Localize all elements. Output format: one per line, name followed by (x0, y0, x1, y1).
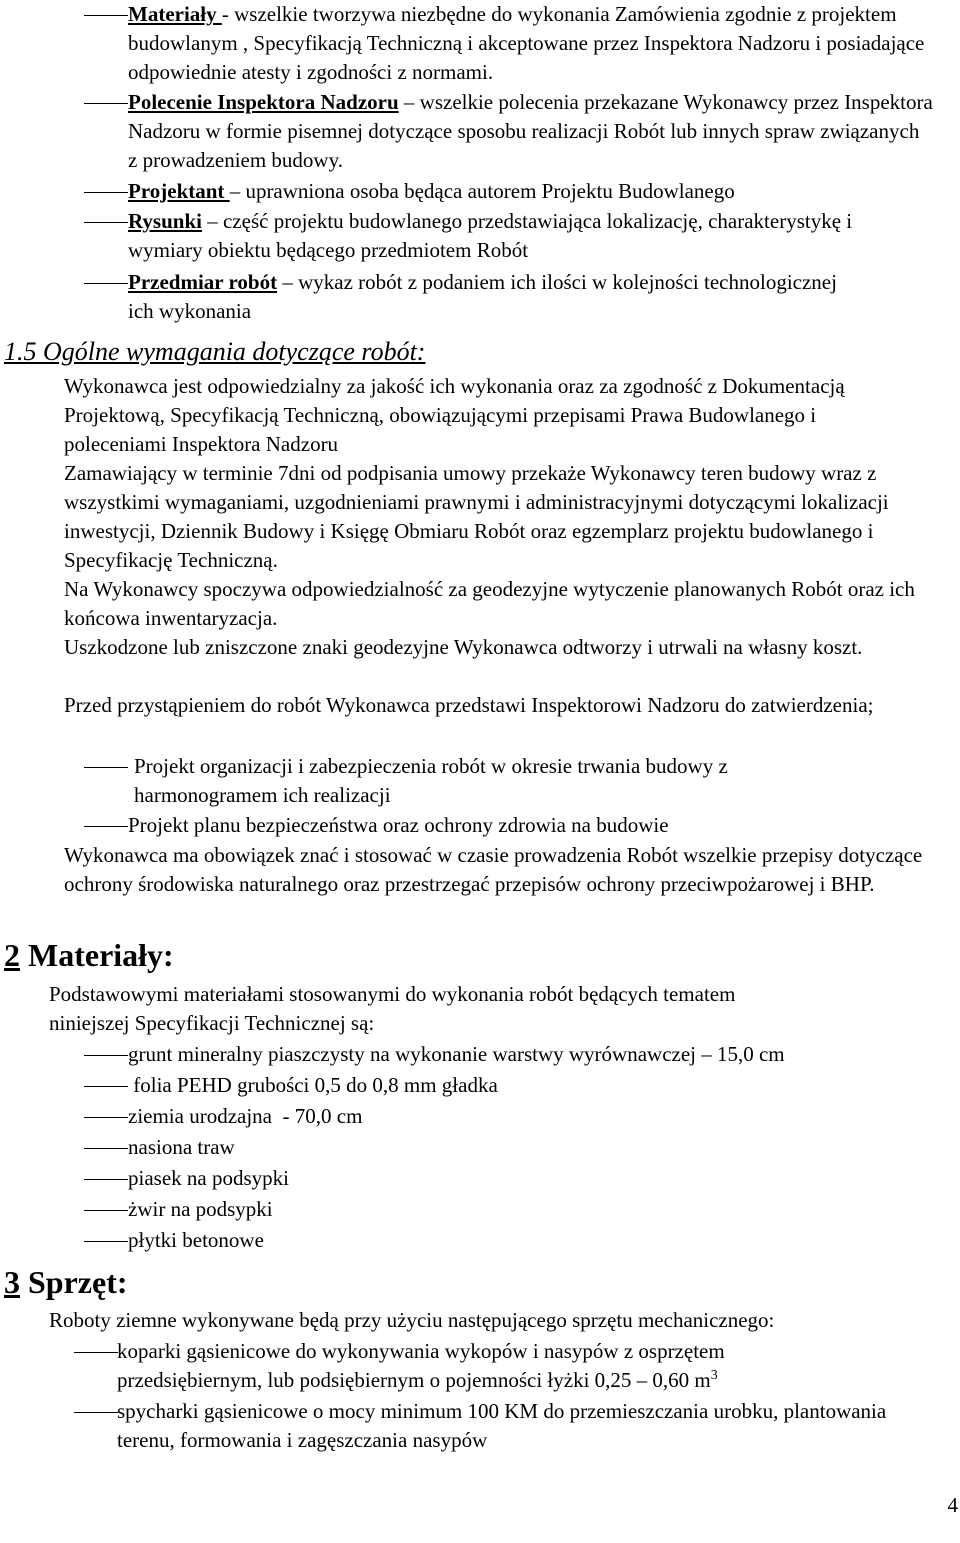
list-dash (84, 222, 128, 223)
section-heading-3 (4, 1263, 128, 1301)
paragraph: Wykonawca ma obowiązek znać i stosować w czasie prowadzenia Robót wszelkie przepisy dotyczące ochrony środowiska naturalnego oraz przestrzegać przepisów ochrony przeciwpożarowej i BHP. (64, 843, 923, 896)
list-dash (84, 15, 128, 16)
list-dash (84, 767, 128, 768)
list-item: piasek na podsypki (128, 1166, 289, 1190)
list-dash (84, 826, 128, 827)
list-dash (84, 1210, 128, 1211)
list-dash (84, 1117, 128, 1118)
paragraph: Przed przystąpieniem do robót Wykonawca przedstawi Inspektorowi Nadzoru do zatwierdzenia; (64, 693, 874, 717)
list-item (117, 1337, 857, 1395)
section-number: 1.5 (4, 337, 37, 366)
list-dash (84, 1148, 128, 1149)
section-title: Sprzęt: (20, 1264, 128, 1300)
list-dash (74, 1412, 118, 1413)
list-dash (84, 1086, 128, 1087)
page-number: 4 (947, 1493, 958, 1517)
list-dash (84, 1179, 128, 1180)
definition-term: Projektant (128, 179, 230, 203)
list-dash (84, 1055, 128, 1056)
paragraph: Zamawiający w terminie 7dni od podpisania umowy przekaże Wykonawcy teren budowy wraz z wszystkimi wymaganiami, uzgodnieniami prawnymi i administracyjnymi dotyczącymi lokalizacji inwestycji, Dziennik Budowy i Księgę Obmiaru Robót oraz egzemplarz projektu budowlanego i Specyfikację Techniczną. (64, 461, 889, 572)
definition-term: Polecenie Inspektora Nadzoru (128, 90, 399, 114)
paragraph: Roboty ziemne wykonywane będą przy użyciu następującego sprzętu mechanicznego: (49, 1308, 775, 1332)
paragraph: Uszkodzone lub zniszczone znaki geodezyjne Wykonawca odtworzy i utrwali na własny koszt. (64, 635, 863, 659)
superscript: 3 (710, 1368, 718, 1383)
definition-przedmiar (128, 268, 858, 326)
section-title: Materiały: (20, 937, 174, 973)
list-item: grunt mineralny piaszczysty na wykonanie warstwy wyrównawczej – 15,0 cm (128, 1042, 785, 1066)
section-number: 2 (4, 937, 20, 973)
definition-term: Przedmiar robót (128, 270, 278, 294)
section-number: 3 (4, 1264, 20, 1300)
definition-text: – część projektu budowlanego przedstawiająca lokalizację, charakterystykę i wymiary obiektu będącego przedmiotem Robót (128, 209, 853, 262)
list-dash (84, 192, 128, 193)
list-item: żwir na podsypki (128, 1197, 273, 1221)
section-heading-2 (4, 936, 174, 974)
section-heading-1-5 (4, 336, 425, 368)
list-item: ziemia urodzajna - 70,0 cm (128, 1104, 363, 1128)
section-title: Ogólne wymagania dotyczące robót: (36, 337, 426, 366)
definition-text: – wykaz robót z podaniem ich ilości w kolejności technologicznej ich wykonania (128, 270, 837, 323)
definition-projektant (128, 177, 938, 206)
list-item: folia PEHD grubości 0,5 do 0,8 mm gładka (128, 1073, 498, 1097)
definition-polecenie (128, 88, 933, 175)
list-item: płytki betonowe (128, 1228, 264, 1252)
definition-rysunki (128, 207, 868, 265)
list-item-text: koparki gąsienicowe do wykonywania wykopów i nasypów z osprzętem przedsiębiernym, lub podsiębiernym o pojemności łyżki 0,25 – 0,60 m (117, 1339, 725, 1392)
definition-term: Rysunki (128, 209, 202, 233)
list-dash (84, 283, 128, 284)
list-dash (74, 1352, 118, 1353)
definition-term: Materiały (128, 2, 222, 26)
paragraph: Na Wykonawcy spoczywa odpowiedzialność za geodezyjne wytyczenie planowanych Robót oraz ich końcowa inwentaryzacja. (64, 577, 915, 630)
list-dash (84, 103, 128, 104)
list-item: nasiona traw (128, 1135, 235, 1159)
list-item: Projekt planu bezpieczeństwa oraz ochrony zdrowia na budowie (128, 813, 669, 837)
definition-text: – wszelkie polecenia przekazane Wykonawcy przez Inspektora Nadzoru w formie pisemnej dotyczące sposobu realizacji Robót lub innych spraw związanych z prowadzeniem budowy. (128, 90, 933, 172)
paragraph: Podstawowymi materiałami stosowanymi do wykonania robót będących tematem niniejszej Specyfikacji Technicznej są: (49, 982, 736, 1035)
list-item: Projekt organizacji i zabezpieczenia robót w okresie trwania budowy z harmonogramem ich realizacji (134, 754, 728, 807)
definition-text: - wszelkie tworzywa niezbędne do wykonania Zamówienia zgodnie z projektem budowlanym , Specyfikacją Techniczną i akceptowane przez Inspektora Nadzoru i posiadające odpowiednie atesty i zgodności z normami. (128, 2, 925, 84)
list-dash (84, 1241, 128, 1242)
paragraph: Wykonawca jest odpowiedzialny za jakość ich wykonania oraz za zgodność z Dokumentacją Projektową, Specyfikacją Techniczną, obowiązującymi przepisami Prawa Budowlanego i poleceniami Inspektora Nadzoru (64, 374, 845, 456)
definition-materialy (128, 0, 938, 87)
definition-text: – uprawniona osoba będąca autorem Projektu Budowlanego (229, 179, 735, 203)
list-item: spycharki gąsienicowe o mocy minimum 100 KM do przemieszczania urobku, plantowania terenu, formowania i zagęszczania nasypów (117, 1399, 887, 1452)
